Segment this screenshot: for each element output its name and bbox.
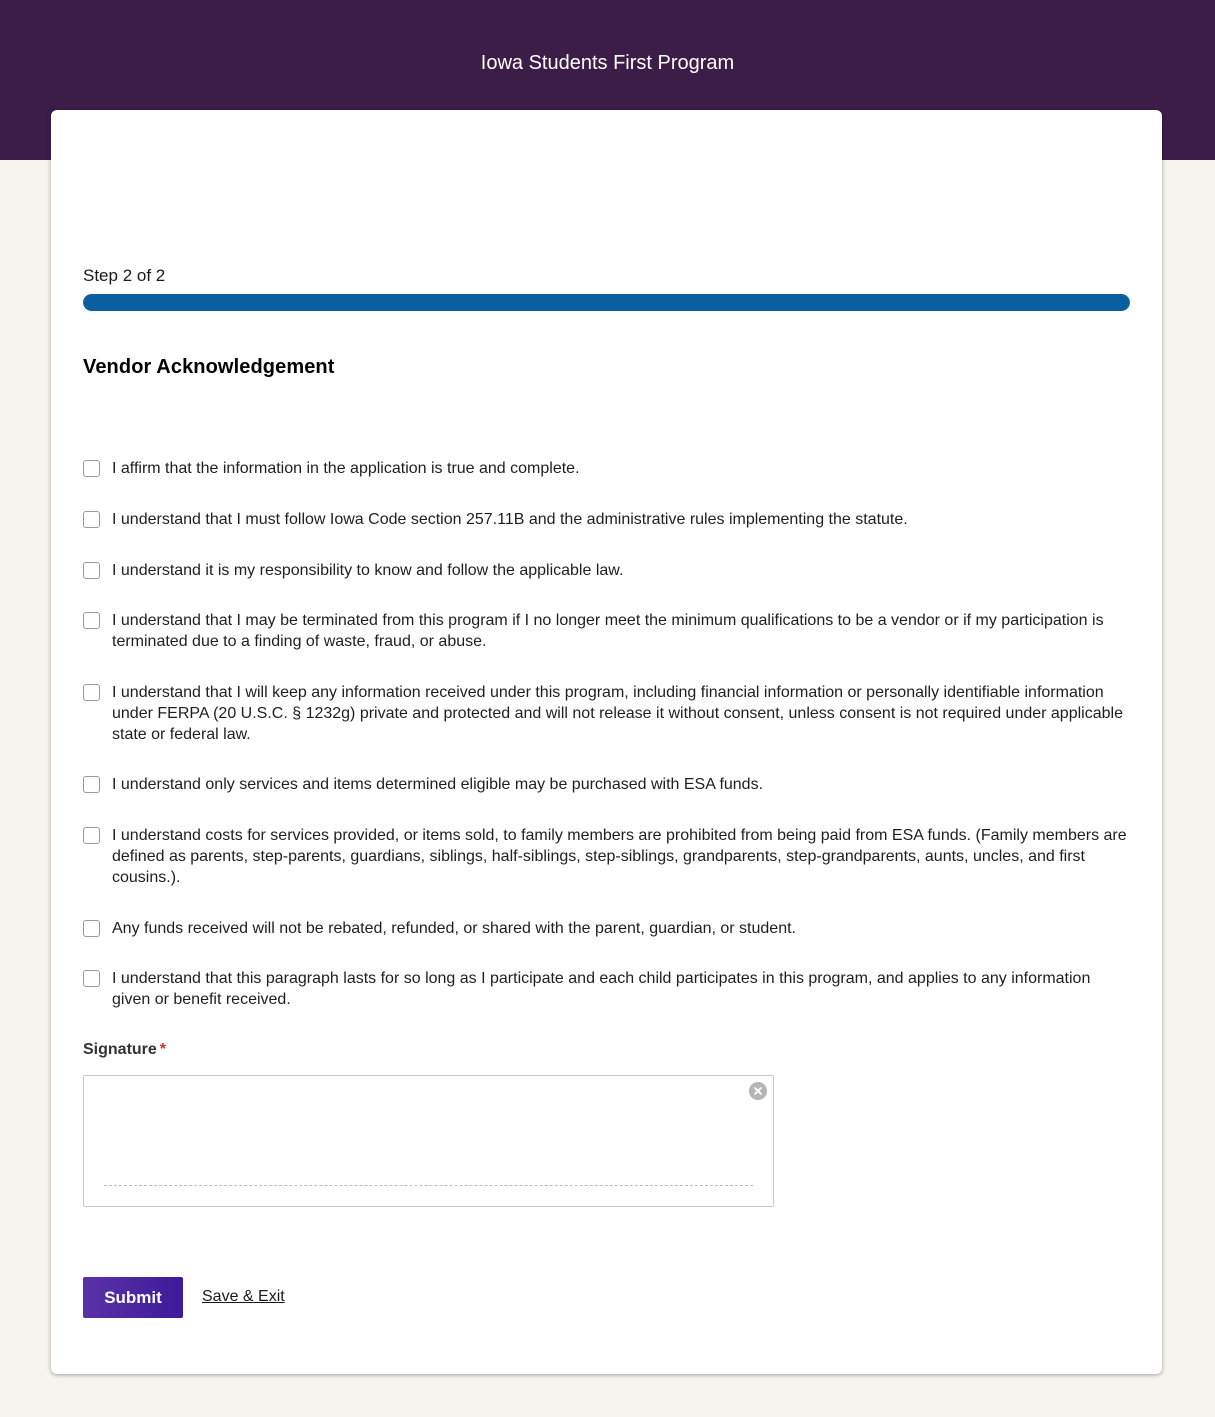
acknowledgement-text: I understand it is my responsibility to know and follow the applicable law. — [112, 562, 624, 579]
acknowledgement-text: I understand that this paragraph lasts for so long as I participate and each child participates in this program, and applies to any information given or benefit received. — [112, 970, 1091, 1008]
acknowledgement-checkbox[interactable] — [83, 827, 100, 844]
acknowledgement-item[interactable] — [83, 458, 1133, 479]
signature-label-text: Signature — [83, 1041, 157, 1058]
section-heading: Vendor Acknowledgement — [83, 356, 335, 378]
site-title: Iowa Students First Program — [480, 52, 735, 74]
acknowledgement-text: Any funds received will not be rebated, refunded, or shared with the parent, guardian, or student. — [112, 920, 796, 937]
acknowledgement-checkbox[interactable] — [83, 684, 100, 701]
progress-bar-fill — [83, 294, 1130, 311]
progress-bar — [83, 294, 1130, 311]
acknowledgement-text: I understand that I may be terminated from this program if I no longer meet the minimum qualifications to be a vendor or if my participation is terminated due to a finding of waste, fraud, or abuse. — [112, 612, 1104, 650]
acknowledgement-text: I understand costs for services provided, or items sold, to family members are prohibited from being paid from ESA funds. (Family members are defined as parents, step-parents, guardians, siblings, half-siblings, step-siblings, grandparents, step-grandparents, aunts, uncles, and first cousins.). — [112, 827, 1127, 886]
acknowledgement-item[interactable] — [83, 968, 1133, 1010]
acknowledgement-text: I affirm that the information in the application is true and complete. — [112, 460, 580, 477]
acknowledgement-item[interactable] — [83, 682, 1133, 745]
acknowledgement-checkbox[interactable] — [83, 970, 100, 987]
save-exit-link[interactable]: Save & Exit — [202, 1288, 285, 1305]
acknowledgement-checkbox[interactable] — [83, 920, 100, 937]
signature-baseline — [104, 1185, 753, 1186]
acknowledgement-item[interactable] — [83, 610, 1133, 652]
acknowledgement-text: I understand only services and items determined eligible may be purchased with ESA funds. — [112, 776, 764, 793]
acknowledgement-item[interactable] — [83, 560, 1133, 581]
acknowledgement-checkbox[interactable] — [83, 612, 100, 629]
acknowledgement-checkbox[interactable] — [83, 562, 100, 579]
acknowledgement-item[interactable] — [83, 509, 1133, 530]
clear-circle-x-icon[interactable] — [749, 1082, 767, 1100]
form-card — [51, 110, 1162, 1374]
submit-button[interactable]: Submit — [83, 1277, 183, 1318]
acknowledgement-item[interactable] — [83, 774, 1133, 795]
required-marker: * — [159, 1041, 167, 1058]
signature-label — [83, 1039, 166, 1061]
acknowledgement-text: I understand that I must follow Iowa Code section 257.11B and the administrative rules implementing the statute. — [112, 511, 908, 528]
acknowledgement-checkbox[interactable] — [83, 460, 100, 477]
acknowledgement-checkbox[interactable] — [83, 776, 100, 793]
signature-pad[interactable] — [83, 1075, 774, 1207]
acknowledgement-text: I understand that I will keep any information received under this program, including financial information or personally identifiable information under FERPA (20 U.S.C. § 1232g) private and protected and will not release it without consent, unless consent is not required under applicable state or federal law. — [112, 684, 1123, 743]
acknowledgement-item[interactable] — [83, 825, 1133, 888]
acknowledgement-checkbox[interactable] — [83, 511, 100, 528]
acknowledgement-item[interactable] — [83, 918, 1133, 939]
step-indicator: Step 2 of 2 — [83, 266, 166, 285]
